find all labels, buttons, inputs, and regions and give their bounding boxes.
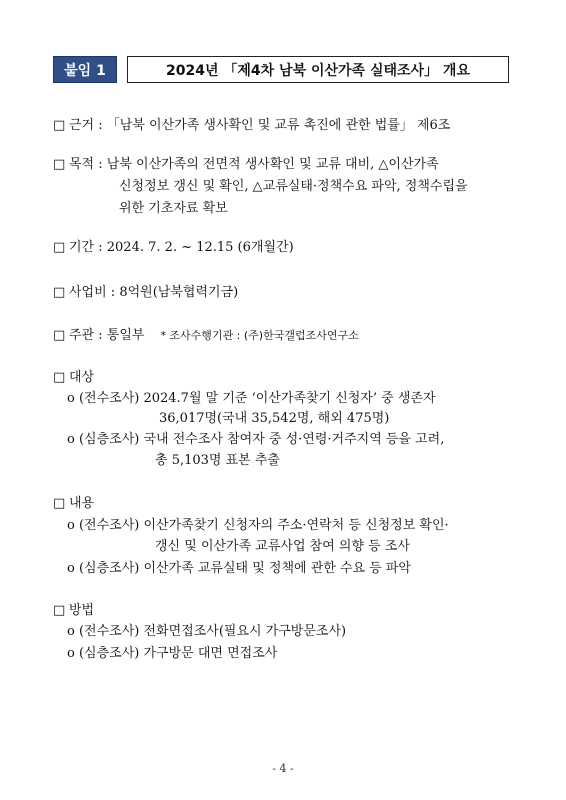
- content-heading: [53, 494, 94, 514]
- host-note: * 조사수행기관 : (주)한국갤럽조사연구소: [160, 329, 359, 342]
- purpose-text-line1: 목적 : 남북 이산가족의 전면적 생사확인 및 교류 대비, △이산가족: [69, 157, 439, 172]
- purpose-text-line3: 위한 기초자료 확보: [119, 201, 228, 216]
- target-item2-line1: o (심층조사) 국내 전수조사 참여자 중 성·연령·거주지역 등을 고려,: [67, 432, 445, 447]
- checkbox-bullet-icon: □: [53, 240, 66, 255]
- checkbox-bullet-icon: □: [53, 370, 66, 385]
- budget-row: [53, 283, 238, 303]
- purpose-row: [53, 155, 439, 175]
- content-item1-line2: 갱신 및 이산가족 교류사업 참여 의향 등 조사: [155, 539, 410, 554]
- content-item2-line1: o (심층조사) 이산가족 교류실태 및 정책에 관한 수요 등 파악: [67, 561, 411, 576]
- target-label: 대상: [69, 370, 95, 385]
- checkbox-bullet-icon: □: [53, 285, 66, 300]
- host-text: 주관 : 통일부: [69, 328, 145, 343]
- checkbox-bullet-icon: □: [53, 603, 66, 618]
- target-item2-line2: 총 5,103명 표본 추출: [155, 453, 280, 468]
- checkbox-bullet-icon: □: [53, 118, 66, 133]
- basis-row: [53, 116, 450, 136]
- method-heading: [53, 601, 94, 621]
- budget-text: 사업비 : 8억원(남북협력기금): [69, 285, 239, 300]
- content-item1-line1: o (전수조사) 이산가족찾기 신청자의 주소·연락처 등 신청정보 확인·: [67, 518, 449, 533]
- target-heading: [53, 368, 94, 388]
- page-number: - 4 -: [272, 762, 294, 775]
- checkbox-bullet-icon: □: [53, 496, 66, 511]
- basis-text: 근거 : 「남북 이산가족 생사확인 및 교류 촉진에 관한 법률」 제6조: [69, 118, 451, 133]
- period-row: [53, 238, 294, 258]
- checkbox-bullet-icon: □: [53, 157, 66, 172]
- target-item1-line2: 36,017명(국내 35,542명, 해외 475명): [159, 411, 390, 426]
- method-item1: o (전수조사) 전화면접조사(필요시 가구방문조사): [67, 624, 347, 639]
- target-item1-line1: o (전수조사) 2024.7월 말 기준 ‘이산가족찾기 신청자’ 중 생존자: [67, 391, 436, 406]
- period-text: 기간 : 2024. 7. 2. ~ 12.15 (6개월간): [69, 240, 294, 255]
- content-label: 내용: [69, 496, 95, 511]
- host-row: [53, 326, 359, 346]
- checkbox-bullet-icon: □: [53, 328, 66, 343]
- document-title: 2024년 「제4차 남북 이산가족 실태조사」 개요: [127, 56, 509, 83]
- attachment-badge: 붙임 1: [53, 56, 117, 83]
- method-item2: o (심층조사) 가구방문 대면 면접조사: [67, 646, 278, 661]
- purpose-text-line2: 신청정보 갱신 및 확인, △교류실태·정책수요 파악, 정책수립을: [119, 179, 468, 194]
- method-label: 방법: [69, 603, 95, 618]
